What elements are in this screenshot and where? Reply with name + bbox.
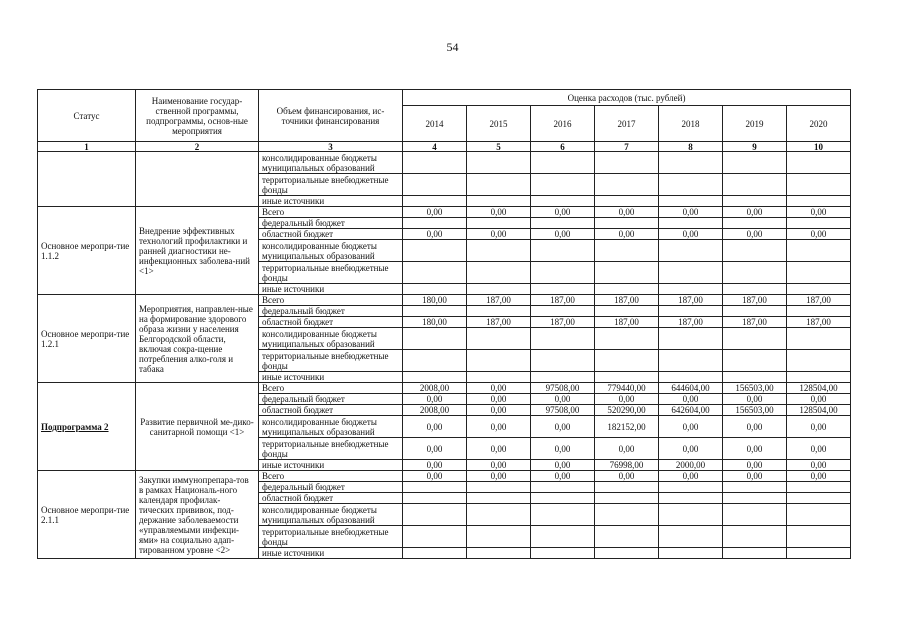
funding-source-cell: федеральный бюджет bbox=[259, 306, 403, 317]
value-cell bbox=[531, 548, 595, 559]
value-cell: 187,00 bbox=[531, 317, 595, 328]
value-cell: 187,00 bbox=[467, 295, 531, 306]
table-row bbox=[38, 471, 851, 482]
value-cell bbox=[787, 240, 851, 262]
funding-source-cell: областной бюджет bbox=[259, 405, 403, 416]
value-cell bbox=[467, 504, 531, 526]
value-cell: 0,00 bbox=[531, 460, 595, 471]
funding-source-cell: иные источники bbox=[259, 196, 403, 207]
funding-source-cell: Всего bbox=[259, 295, 403, 306]
value-cell bbox=[467, 240, 531, 262]
header-year: 2015 bbox=[467, 106, 531, 142]
column-number: 9 bbox=[723, 142, 787, 152]
funding-source-cell: консолидированные бюджеты муниципальных образований bbox=[259, 152, 403, 174]
value-cell: 0,00 bbox=[403, 416, 467, 438]
value-cell bbox=[595, 262, 659, 284]
value-cell bbox=[467, 196, 531, 207]
value-cell bbox=[723, 493, 787, 504]
value-cell bbox=[595, 372, 659, 383]
table-row bbox=[38, 152, 851, 174]
value-cell bbox=[403, 548, 467, 559]
value-cell: 0,00 bbox=[467, 460, 531, 471]
funding-source-cell: консолидированные бюджеты муниципальных образований bbox=[259, 328, 403, 350]
value-cell bbox=[403, 152, 467, 174]
value-cell bbox=[595, 240, 659, 262]
value-cell bbox=[723, 152, 787, 174]
value-cell bbox=[403, 284, 467, 295]
value-cell: 0,00 bbox=[787, 207, 851, 218]
funding-source-cell: консолидированные бюджеты муниципальных образований bbox=[259, 416, 403, 438]
value-cell: 128504,00 bbox=[787, 405, 851, 416]
value-cell: 0,00 bbox=[531, 229, 595, 240]
value-cell bbox=[723, 306, 787, 317]
value-cell bbox=[595, 196, 659, 207]
funding-source-cell: федеральный бюджет bbox=[259, 394, 403, 405]
value-cell bbox=[787, 493, 851, 504]
value-cell bbox=[595, 504, 659, 526]
value-cell: 642604,00 bbox=[659, 405, 723, 416]
value-cell bbox=[531, 306, 595, 317]
value-cell bbox=[531, 262, 595, 284]
funding-source-cell: территориальные внебюджетные фонды bbox=[259, 350, 403, 372]
funding-source-cell: иные источники bbox=[259, 548, 403, 559]
value-cell bbox=[531, 493, 595, 504]
value-cell bbox=[467, 548, 531, 559]
header-year: 2014 bbox=[403, 106, 467, 142]
value-cell bbox=[403, 504, 467, 526]
value-cell: 0,00 bbox=[595, 471, 659, 482]
value-cell bbox=[467, 328, 531, 350]
value-cell: 0,00 bbox=[787, 460, 851, 471]
value-cell bbox=[659, 504, 723, 526]
value-cell bbox=[659, 350, 723, 372]
value-cell bbox=[787, 262, 851, 284]
value-cell: 0,00 bbox=[403, 460, 467, 471]
value-cell bbox=[659, 174, 723, 196]
funding-source-cell: Всего bbox=[259, 383, 403, 394]
value-cell: 0,00 bbox=[595, 207, 659, 218]
column-number: 1 bbox=[38, 142, 136, 152]
value-cell: 0,00 bbox=[787, 416, 851, 438]
value-cell bbox=[403, 372, 467, 383]
value-cell bbox=[787, 548, 851, 559]
value-cell bbox=[723, 218, 787, 229]
value-cell bbox=[531, 152, 595, 174]
value-cell bbox=[787, 174, 851, 196]
value-cell: 2000,00 bbox=[659, 460, 723, 471]
value-cell bbox=[787, 218, 851, 229]
value-cell bbox=[659, 152, 723, 174]
status-cell: Основное меропри-тие 1.2.1 bbox=[38, 295, 136, 383]
value-cell bbox=[787, 482, 851, 493]
value-cell: 0,00 bbox=[659, 229, 723, 240]
column-number: 6 bbox=[531, 142, 595, 152]
value-cell: 2008,00 bbox=[403, 405, 467, 416]
funding-source-cell: Всего bbox=[259, 471, 403, 482]
header-year: 2020 bbox=[787, 106, 851, 142]
program-name-cell: Внедрение эффективных технологий профилактики и ранней диагностики не-инфекционных заболева-ний <1> bbox=[136, 207, 259, 295]
column-number: 7 bbox=[595, 142, 659, 152]
value-cell bbox=[787, 504, 851, 526]
program-name-cell bbox=[136, 152, 259, 207]
status-cell: Подпрограмма 2 bbox=[38, 383, 136, 471]
value-cell bbox=[787, 152, 851, 174]
value-cell: 97508,00 bbox=[531, 383, 595, 394]
value-cell bbox=[595, 350, 659, 372]
value-cell bbox=[531, 372, 595, 383]
value-cell: 187,00 bbox=[659, 317, 723, 328]
value-cell bbox=[723, 548, 787, 559]
value-cell: 182152,00 bbox=[595, 416, 659, 438]
value-cell: 0,00 bbox=[723, 438, 787, 460]
value-cell bbox=[531, 284, 595, 295]
value-cell bbox=[403, 240, 467, 262]
funding-source-cell: федеральный бюджет bbox=[259, 218, 403, 229]
value-cell: 0,00 bbox=[531, 207, 595, 218]
value-cell bbox=[403, 493, 467, 504]
funding-source-cell: Всего bbox=[259, 207, 403, 218]
value-cell: 156503,00 bbox=[723, 405, 787, 416]
value-cell bbox=[531, 240, 595, 262]
status-cell: Основное меропри-тие 1.1.2 bbox=[38, 207, 136, 295]
value-cell: 0,00 bbox=[467, 229, 531, 240]
value-cell: 0,00 bbox=[723, 207, 787, 218]
value-cell bbox=[659, 196, 723, 207]
header-year: 2016 bbox=[531, 106, 595, 142]
value-cell bbox=[595, 526, 659, 548]
value-cell: 0,00 bbox=[659, 394, 723, 405]
status-cell bbox=[38, 152, 136, 207]
funding-source-cell: территориальные внебюджетные фонды bbox=[259, 526, 403, 548]
program-name-cell: Развитие первичной ме-дико-санитарной помощи <1> bbox=[136, 383, 259, 471]
value-cell bbox=[403, 350, 467, 372]
value-cell: 0,00 bbox=[595, 438, 659, 460]
funding-source-cell: консолидированные бюджеты муниципальных образований bbox=[259, 240, 403, 262]
value-cell bbox=[467, 174, 531, 196]
value-cell bbox=[659, 306, 723, 317]
value-cell bbox=[403, 526, 467, 548]
page-number: 54 bbox=[446, 40, 459, 54]
column-number: 10 bbox=[787, 142, 851, 152]
value-cell bbox=[467, 284, 531, 295]
value-cell: 0,00 bbox=[531, 438, 595, 460]
value-cell bbox=[403, 306, 467, 317]
value-cell: 0,00 bbox=[403, 229, 467, 240]
value-cell bbox=[467, 493, 531, 504]
value-cell bbox=[403, 218, 467, 229]
value-cell: 0,00 bbox=[723, 460, 787, 471]
value-cell bbox=[659, 372, 723, 383]
value-cell bbox=[467, 218, 531, 229]
value-cell: 0,00 bbox=[787, 471, 851, 482]
value-cell: 76998,00 bbox=[595, 460, 659, 471]
value-cell: 0,00 bbox=[723, 471, 787, 482]
column-number: 4 bbox=[403, 142, 467, 152]
column-number: 3 bbox=[259, 142, 403, 152]
value-cell bbox=[723, 240, 787, 262]
value-cell: 187,00 bbox=[595, 295, 659, 306]
value-cell: 0,00 bbox=[723, 394, 787, 405]
value-cell: 128504,00 bbox=[787, 383, 851, 394]
value-cell: 97508,00 bbox=[531, 405, 595, 416]
funding-source-cell: областной бюджет bbox=[259, 229, 403, 240]
funding-source-cell: областной бюджет bbox=[259, 493, 403, 504]
value-cell bbox=[403, 174, 467, 196]
value-cell bbox=[787, 328, 851, 350]
header-year: 2019 bbox=[723, 106, 787, 142]
value-cell bbox=[531, 174, 595, 196]
value-cell: 0,00 bbox=[467, 438, 531, 460]
table-row bbox=[38, 207, 851, 218]
value-cell bbox=[659, 482, 723, 493]
value-cell bbox=[659, 284, 723, 295]
value-cell: 0,00 bbox=[403, 438, 467, 460]
funding-source-cell: территориальные внебюджетные фонды bbox=[259, 174, 403, 196]
value-cell bbox=[787, 196, 851, 207]
header-source: Объем финансирования, ис-точники финансирования bbox=[259, 90, 403, 142]
funding-source-cell: территориальные внебюджетные фонды bbox=[259, 438, 403, 460]
value-cell: 187,00 bbox=[595, 317, 659, 328]
funding-source-cell: консолидированные бюджеты муниципальных образований bbox=[259, 504, 403, 526]
value-cell: 0,00 bbox=[723, 416, 787, 438]
value-cell bbox=[659, 493, 723, 504]
value-cell bbox=[659, 328, 723, 350]
value-cell bbox=[723, 284, 787, 295]
value-cell bbox=[595, 482, 659, 493]
value-cell: 644604,00 bbox=[659, 383, 723, 394]
value-cell bbox=[787, 526, 851, 548]
table-row bbox=[38, 383, 851, 394]
value-cell bbox=[531, 482, 595, 493]
value-cell bbox=[595, 218, 659, 229]
value-cell: 187,00 bbox=[531, 295, 595, 306]
header-estimate: Оценка расходов (тыс. рублей) bbox=[403, 90, 851, 106]
value-cell: 0,00 bbox=[723, 229, 787, 240]
value-cell: 0,00 bbox=[467, 471, 531, 482]
value-cell bbox=[403, 328, 467, 350]
value-cell: 180,00 bbox=[403, 317, 467, 328]
table-row bbox=[38, 295, 851, 306]
funding-source-cell: областной бюджет bbox=[259, 317, 403, 328]
value-cell: 0,00 bbox=[531, 394, 595, 405]
value-cell bbox=[659, 548, 723, 559]
value-cell: 0,00 bbox=[403, 394, 467, 405]
value-cell: 0,00 bbox=[531, 416, 595, 438]
value-cell bbox=[723, 504, 787, 526]
program-name-cell: Мероприятия, направлен-ные на формирование здорового образа жизни у населения Белгородской области, включая сокра-щение потребления алко-голя и табака bbox=[136, 295, 259, 383]
value-cell bbox=[659, 218, 723, 229]
value-cell bbox=[595, 284, 659, 295]
value-cell bbox=[403, 196, 467, 207]
value-cell bbox=[403, 262, 467, 284]
funding-source-cell: иные источники bbox=[259, 372, 403, 383]
value-cell bbox=[595, 548, 659, 559]
value-cell: 0,00 bbox=[595, 394, 659, 405]
value-cell bbox=[467, 350, 531, 372]
column-number: 8 bbox=[659, 142, 723, 152]
value-cell bbox=[467, 372, 531, 383]
value-cell bbox=[659, 240, 723, 262]
value-cell: 0,00 bbox=[467, 394, 531, 405]
value-cell: 0,00 bbox=[467, 383, 531, 394]
header-status: Статус bbox=[38, 90, 136, 142]
value-cell bbox=[723, 174, 787, 196]
value-cell: 0,00 bbox=[787, 229, 851, 240]
value-cell: 520290,00 bbox=[595, 405, 659, 416]
value-cell bbox=[723, 350, 787, 372]
column-number: 2 bbox=[136, 142, 259, 152]
value-cell: 0,00 bbox=[659, 416, 723, 438]
value-cell bbox=[595, 152, 659, 174]
column-number: 5 bbox=[467, 142, 531, 152]
value-cell bbox=[723, 372, 787, 383]
value-cell bbox=[531, 196, 595, 207]
funding-source-cell: иные источники bbox=[259, 284, 403, 295]
value-cell bbox=[723, 262, 787, 284]
value-cell: 187,00 bbox=[787, 317, 851, 328]
value-cell: 2008,00 bbox=[403, 383, 467, 394]
value-cell: 187,00 bbox=[723, 295, 787, 306]
value-cell bbox=[531, 504, 595, 526]
financing-table bbox=[37, 89, 851, 559]
value-cell: 0,00 bbox=[531, 471, 595, 482]
value-cell bbox=[467, 526, 531, 548]
value-cell bbox=[659, 262, 723, 284]
value-cell bbox=[531, 328, 595, 350]
header-year: 2018 bbox=[659, 106, 723, 142]
value-cell bbox=[723, 328, 787, 350]
header-name: Наименование государ-ственной программы, подпрограммы, основ-ные мероприятия bbox=[136, 90, 259, 142]
value-cell bbox=[531, 218, 595, 229]
value-cell bbox=[787, 284, 851, 295]
value-cell bbox=[403, 482, 467, 493]
value-cell bbox=[787, 350, 851, 372]
value-cell bbox=[531, 526, 595, 548]
value-cell bbox=[467, 482, 531, 493]
value-cell: 0,00 bbox=[659, 471, 723, 482]
value-cell: 0,00 bbox=[787, 394, 851, 405]
value-cell bbox=[467, 262, 531, 284]
value-cell: 187,00 bbox=[723, 317, 787, 328]
value-cell: 0,00 bbox=[659, 207, 723, 218]
header-year: 2017 bbox=[595, 106, 659, 142]
value-cell: 0,00 bbox=[403, 471, 467, 482]
value-cell: 0,00 bbox=[467, 405, 531, 416]
value-cell bbox=[595, 306, 659, 317]
value-cell bbox=[467, 306, 531, 317]
value-cell: 187,00 bbox=[659, 295, 723, 306]
value-cell: 156503,00 bbox=[723, 383, 787, 394]
value-cell bbox=[595, 328, 659, 350]
value-cell: 0,00 bbox=[659, 438, 723, 460]
value-cell: 0,00 bbox=[467, 207, 531, 218]
value-cell bbox=[467, 152, 531, 174]
value-cell: 0,00 bbox=[595, 229, 659, 240]
value-cell: 187,00 bbox=[787, 295, 851, 306]
value-cell bbox=[595, 493, 659, 504]
value-cell bbox=[659, 526, 723, 548]
value-cell: 187,00 bbox=[467, 317, 531, 328]
value-cell bbox=[723, 196, 787, 207]
value-cell bbox=[787, 372, 851, 383]
value-cell: 779440,00 bbox=[595, 383, 659, 394]
funding-source-cell: иные источники bbox=[259, 460, 403, 471]
value-cell bbox=[723, 482, 787, 493]
program-name-cell: Закупки иммунопрепара-тов в рамках Националь-ного календаря профилак-тических прививок, под-держание заболеваемости «управляемыми инфекци-ями» на социально адап-тированном уровне <2> bbox=[136, 471, 259, 559]
funding-source-cell: территориальные внебюджетные фонды bbox=[259, 262, 403, 284]
value-cell bbox=[531, 350, 595, 372]
status-cell: Основное меропри-тие 2.1.1 bbox=[38, 471, 136, 559]
funding-source-cell: федеральный бюджет bbox=[259, 482, 403, 493]
value-cell bbox=[595, 174, 659, 196]
value-cell: 0,00 bbox=[787, 438, 851, 460]
value-cell: 0,00 bbox=[467, 416, 531, 438]
value-cell: 180,00 bbox=[403, 295, 467, 306]
value-cell bbox=[787, 306, 851, 317]
value-cell: 0,00 bbox=[403, 207, 467, 218]
value-cell bbox=[723, 526, 787, 548]
